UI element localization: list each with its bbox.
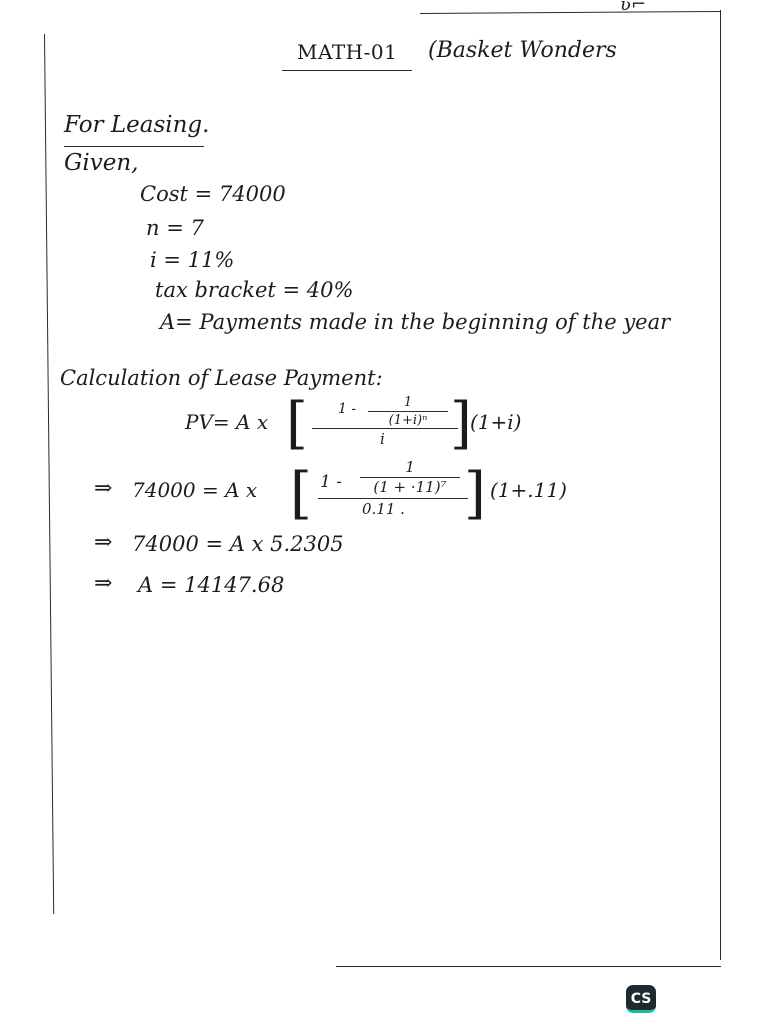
formula-main-bar bbox=[312, 428, 458, 429]
formula-inner-bar bbox=[368, 411, 448, 412]
step2-arrow: ⇒ bbox=[94, 530, 113, 555]
formula-denominator: i bbox=[380, 430, 385, 448]
formula-tail: (1+i) bbox=[470, 410, 522, 434]
step1-tail: (1+.11) bbox=[490, 478, 567, 502]
course-code: MATH-01 bbox=[297, 40, 398, 64]
page-border-top bbox=[420, 11, 720, 14]
step2-equation: 74000 = A x 5.2305 bbox=[132, 532, 344, 556]
step1-inner-denominator: (1 + ·11)⁷ bbox=[373, 478, 447, 497]
given-tax-bracket: tax bracket = 40% bbox=[155, 278, 354, 302]
step1-inner-fraction bbox=[360, 460, 460, 495]
step1-arrow: ⇒ bbox=[94, 476, 113, 501]
formula-lhs: PV= A x bbox=[185, 410, 269, 434]
step1-lhs: 74000 = A x bbox=[132, 478, 258, 502]
step3-arrow: ⇒ bbox=[94, 571, 113, 596]
camscanner-logo-badge: CS bbox=[626, 985, 656, 1013]
given-payments: A= Payments made in the beginning of the year bbox=[160, 310, 671, 334]
step1-bracket-right: ] bbox=[464, 461, 486, 526]
step3-result: A = 14147.68 bbox=[138, 573, 285, 597]
formula-inner-fraction bbox=[368, 396, 448, 427]
page-border-left bbox=[44, 34, 55, 914]
step1-one-minus: 1 - bbox=[320, 472, 342, 492]
company-name: (Basket Wonders bbox=[428, 38, 617, 63]
given-label: Given, bbox=[64, 150, 139, 176]
formula-one-minus: 1 - bbox=[338, 401, 357, 417]
step1-inner-numerator: 1 bbox=[405, 458, 415, 476]
given-cost: Cost = 74000 bbox=[140, 182, 286, 206]
formula-bracket-right: ] bbox=[450, 391, 472, 456]
step1-denominator: 0.11 . bbox=[362, 500, 405, 518]
formula-inner-denominator: (1+i)ⁿ bbox=[388, 413, 428, 429]
section-title-leasing: For Leasing. bbox=[64, 112, 210, 138]
formula-inner-numerator: 1 bbox=[403, 395, 413, 410]
leasing-underline bbox=[64, 146, 204, 147]
formula-bracket-left: [ bbox=[286, 391, 308, 456]
corner-mark: ʋ⌐ bbox=[620, 0, 647, 15]
given-n: n = 7 bbox=[146, 216, 204, 240]
course-underline bbox=[282, 70, 412, 71]
given-i: i = 11% bbox=[150, 248, 235, 272]
section-title-calculation: Calculation of Lease Payment: bbox=[60, 366, 383, 390]
page-border-bottom bbox=[336, 966, 721, 967]
step1-bracket-left: [ bbox=[290, 461, 312, 526]
page-border-right bbox=[720, 10, 721, 960]
